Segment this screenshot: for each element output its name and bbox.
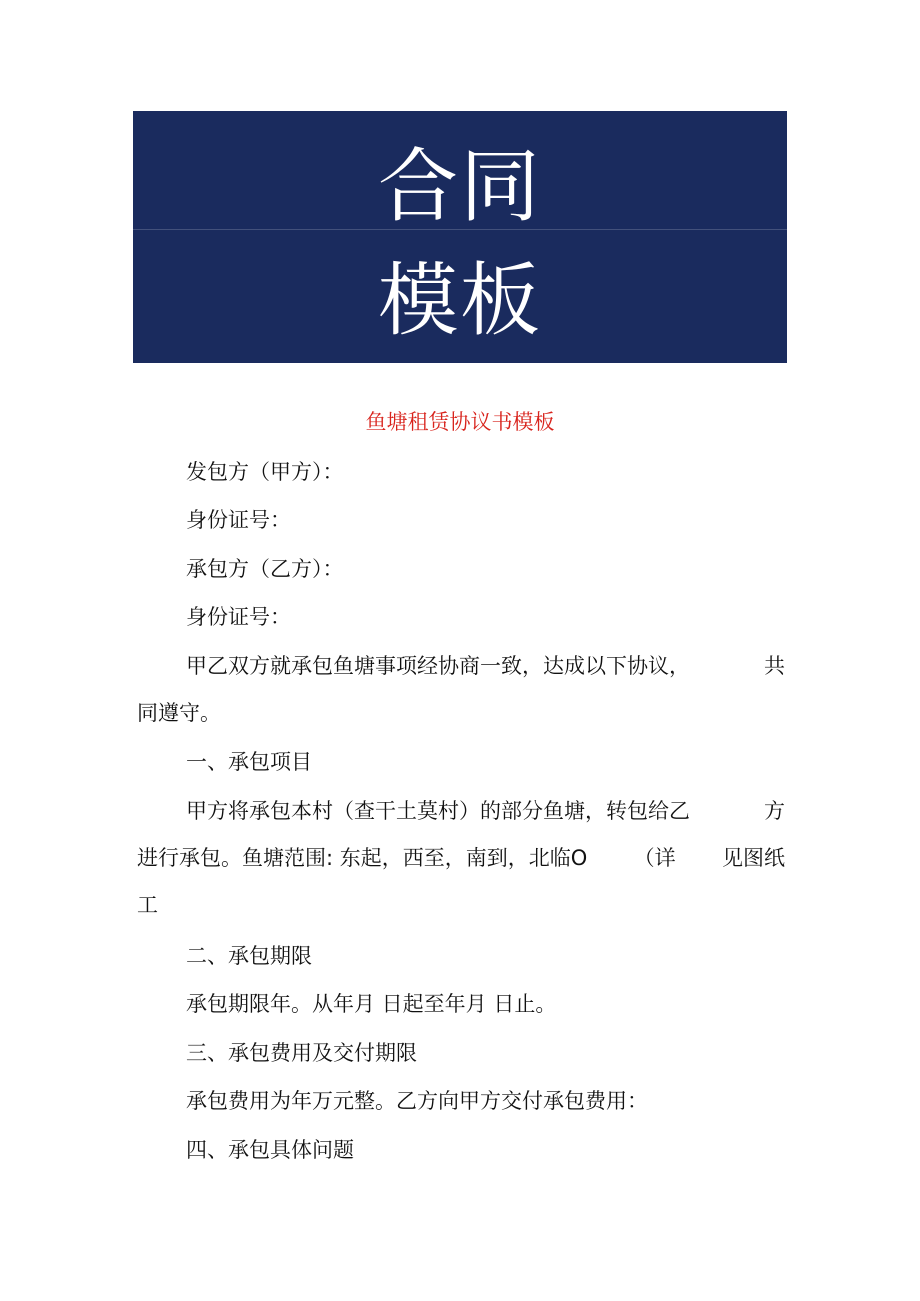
section-1-body (137, 797, 785, 938)
party-a-id-label: 身份证号： (186, 508, 291, 532)
section-1-text-2b: （详 (633, 846, 676, 870)
intro-text-1b: 共 (764, 654, 785, 678)
banner-title-line2: 模板 (378, 254, 542, 347)
banner-title-line1: 合同 (378, 140, 542, 233)
party-a-label: 发包方（甲方）： (186, 460, 344, 484)
section-3-body: 承包费用为年万元整。乙方向甲方交付承包费用： (186, 1089, 648, 1113)
section-1-text-2a: 进行承包。鱼塘范围: 东起，西至，南到，北临O (137, 846, 588, 870)
document-title: 鱼塘租赁协议书模板 (365, 410, 555, 434)
section-3-heading: 三、承包费用及交付期限 (186, 1041, 417, 1065)
party-b-id-label: 身份证号： (186, 605, 291, 629)
intro-line-2 (137, 699, 785, 746)
section-1-line-2 (137, 844, 785, 891)
section-1-text-3: 工 (137, 893, 158, 917)
banner-divider (133, 229, 787, 230)
section-4-heading: 四、承包具体问题 (186, 1138, 354, 1162)
section-2-heading: 二、承包期限 (186, 944, 312, 968)
section-2-body: 承包期限年。从年月 日起至年月 日止。 (186, 992, 557, 1016)
section-1-text-1a: 甲方将承包本村（查干土莫村）的部分鱼塘，转包给乙 (186, 799, 690, 823)
section-1-text-1b: 方 (764, 799, 785, 823)
section-1-line-3 (137, 891, 785, 938)
intro-paragraph (137, 652, 785, 746)
section-1-line-1 (137, 797, 785, 844)
intro-text-1a: 甲乙双方就承包鱼塘事项经协商一致，达成以下协议， (186, 654, 690, 678)
section-1-heading: 一、承包项目 (186, 750, 312, 774)
section-1-text-2c: 见图纸 (722, 846, 785, 870)
party-b-label: 承包方（乙方）： (186, 557, 344, 581)
intro-line-1 (137, 652, 785, 699)
cover-banner (133, 111, 787, 363)
intro-text-2: 同遵守。 (137, 701, 221, 725)
